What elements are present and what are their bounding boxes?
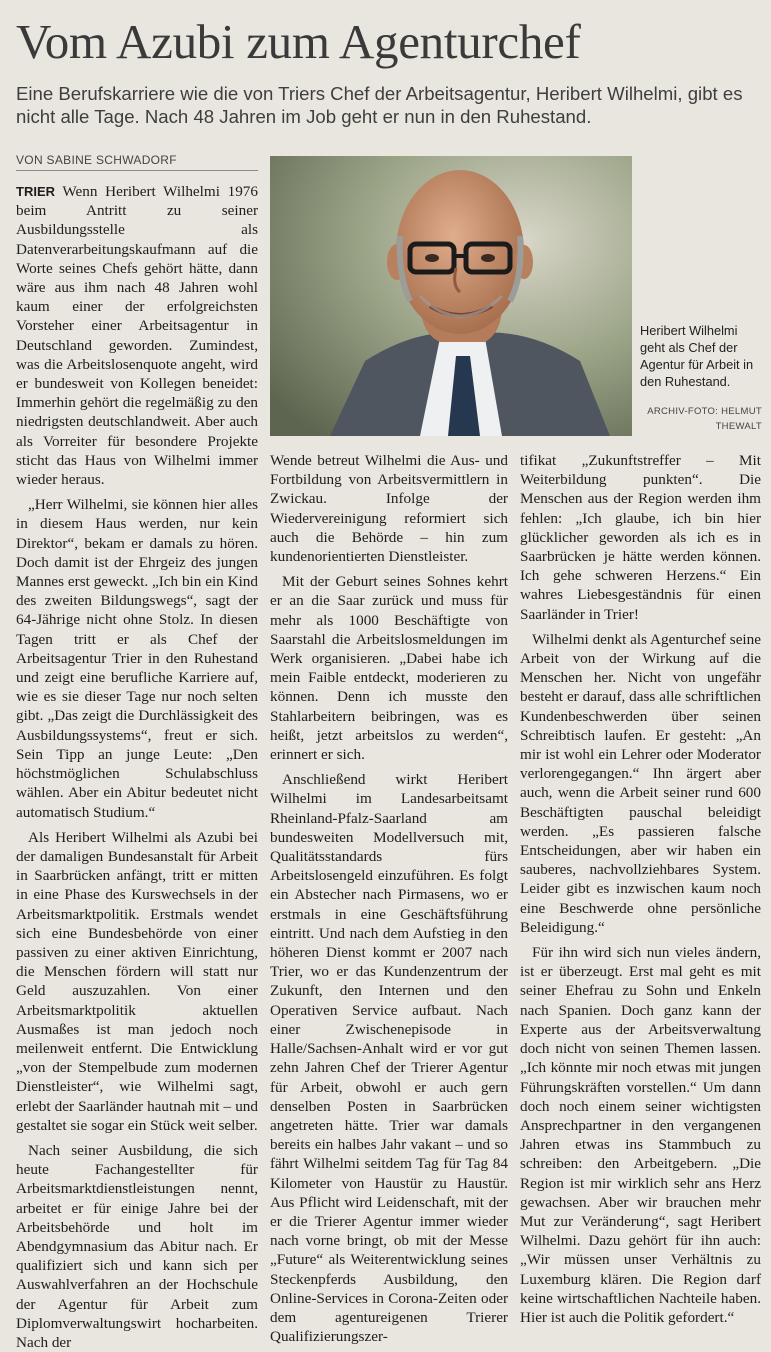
article-paragraph: Anschließend wirkt Heribert Wilhelmi im Landesarbeitsamt Rheinland-Pfalz-Saarland am bundesweiten Modellversuch mit, Qualitätsstandards fürs Arbeitslosengeld einzuführen. Es folgt ein Abstecher nach Pirmasens, wo er erstmals in eine Geschäftsführung eintritt. Und nach dem Aufstieg in den höheren Dienst kommt er 2007 nach Trier, wo er das Kundenzentrum der Zukunft, den Internen und den Operativen Service aufbaut. Nach einer Zwischenepisode in Halle/Sachsen-Anhalt wird er vor gut zehn Jahren Chef der Trierer Agentur für Arbeit, obwohl er auch gern denselben Posten in Saarbrücken angetreten hätte. Trier war damals bereits ein halbes Jahr vakant – und so fährt Wilhelmi seitdem Tag für Tag 84 Kilometer von Haustür zu Haustür. Aus Pflicht wird Leidenschaft, mit der er die Trierer Agentur immer wieder nach vorne bringt, ob mit der Messe „Future“ als Weiterentwicklung seines Steckenpferds Ausbildung, den Online-Services in Corona-Zeiten oder dem agentureigenen Trierer Qualifizierungszer- [270,771,508,1346]
article-column-2 [270,451,508,1346]
portrait-photo [270,156,632,436]
photo-caption: Heribert Wilhelmi geht als Chef der Agentur für Arbeit in den Ruhestand. [640,323,754,389]
subheadline: Eine Berufskarriere wie die von Triers Chef der Arbeitsagentur, Heribert Wilhelmi, gibt es nicht alle Tage. Nach 48 Jahren im Job geht er nun in den Ruhestand. [16,83,743,127]
byline-divider [16,170,258,171]
photo-credit: ARCHIV-FOTO: HELMUT THEWALT [647,406,762,432]
portrait-illustration [270,156,632,436]
dateline: TRIER [16,184,55,199]
article-paragraph: tifikat „Zukunftstreffer – Mit Weiterbildung punkten“. Die Menschen aus der Region werden ihm fehlen: „Ich glaube, ich bin hier glücklicher geworden als ich es in Saarbrücken je hätte werden können. Ich gehe schweren Herzens.“ Ein wahres Liebesgeständnis für einen Saarländer in Trier! [520,452,761,623]
article-paragraph: Mit der Geburt seines Sohnes kehrt er an die Saar zurück und muss für mehr als 1000 Beschäftigte von Saarstahl die Arbeitslosmeldungen im Werk organisieren. „Dabei habe ich mein Faible entdeckt, moderieren zu können. Denn ich musste den Stahlarbeitern beibringen, was es heißt, jetzt arbeitslos zu werden“, erinnert er sich. [270,573,508,764]
byline: VON SABINE SCHWADORF [16,153,177,167]
article-paragraph: Als Heribert Wilhelmi als Azubi bei der damaligen Bundesanstalt für Arbeit in Saarbrücken anfängt, tritt er mitten in eine Phase des Kurswechsels in der Arbeitsmarktpolitik. Erstmals wendet sich eine Bundesbehörde von einer passiven zu einer aktiven Einrichtung, die Menschen fördern will statt nur Geld auszuzahlen. Von einer Arbeitsmarktpolitik aktuellen Ausmaßes ist man jedoch noch meilenweit entfernt. Die Entwicklung „von der Stempelbude zum modernen Dienstleister“, wie Wilhelmi sagt, erlebt der Saarländer hautnah mit – und gestaltet sie sogar ein Stück weit selber. [16,828,258,1134]
article-paragraph: Wende betreut Wilhelmi die Aus- und Fortbildung von Arbeitsvermittlern in Zwickau. Infolge der Wiedervereinigung reformiert sich auch die Behörde – hin zum kundenorientierten Dienstleister. [270,452,508,566]
article-column-3 [520,451,761,1326]
article-paragraph: „Herr Wilhelmi, sie können hier alles in diesem Haus werden, nur kein Direktor“, bekam er damals zu hören. Doch damit ist der Ehrgeiz des jungen Mannes erst geweckt. „Ich bin ein Kind des zweiten Bildungswegs“, sagt der 64-Jährige nicht ohne Stolz. In diesen Tagen tritt er als Chef der Arbeitsagentur Trier in den Ruhestand und zeigt eine berufliche Karriere auf, wie es sie dieser Tage nur noch selten gibt. „Das zeigt die Durchlässigkeit des Ausbildungssystems“, freut er sich. Sein Tipp an junge Leute: „Den höchstmöglichen Schulabschluss wählen. Aber ein Abitur bedeutet nicht automatisch Studium.“ [16,496,258,821]
paragraph-text: Wenn Heribert Wilhelmi 1976 beim Antritt zu seiner Ausbildungsstelle als Datenverarbeitungskaufmann auf die Worte seines Chefs gehört hätte, dann wäre aus ihm nach 48 Jahren wohl kaum einer der erfolgreichsten Vorsteher einer Arbeitsagentur in Deutschland geworden. Zumindest, was die Arbeitslosenquote angeht, wird er bundesweit von Kollegen beneidet: Immerhin gehört die regelmäßig zu den niedrigsten deutschlandweit. Aber auch als Vorreiter für besondere Projekte sticht das Haus von Wilhelmi immer wieder heraus. [16,183,258,489]
headline: Vom Azubi zum Agenturchef [16,14,581,69]
article-paragraph [16,182,258,489]
article-paragraph: Für ihn wird sich nun vieles ändern, ist er überzeugt. Erst mal geht es mit seiner Ehefrau zu Sohn und Enkeln nach Spanien. Doch ganz kann der Experte aus der Arbeitsverwaltung doch nicht von seinen Themen lassen. „Ich könnte mir noch etwas mit jungen Führungskräften vorstellen.“ Um dann doch noch einem seiner wichtigsten Ansprechpartner in den vergangenen Jahren etwas ins Stammbuch zu schreiben: den Arbeitgebern. „Die Region ist mir wirklich sehr ans Herz gewachsen. Aber wir brauchen mehr Mut zur Veränderung“, sagt Heribert Wilhelmi. Dazu gehört für ihn auch: „Wir müssen unser Verhältnis zu Luxemburg klären. Die Region darf keine wirtschaftlichen Nachteile haben. Hier ist auch die Politik gefordert.“ [520,944,761,1326]
article-column-1 [16,182,258,1351]
article-paragraph: Wilhelmi denkt als Agenturchef seine Arbeit von der Wirkung auf die Menschen her. Nicht von ungefähr besteht er darauf, dass alle schriftlichen Kundenbeschwerden über seinen Schreibtisch laufen. Er gesteht: „An mir ist wohl ein Lehrer oder Moderator verlorengegangen.“ Ihn ärgert aber auch, wenn die Arbeit seiner rund 600 Beschäftigten pauschal beleidigt werden. „Es passieren falsche Entscheidungen, aber wir haben ein sauberes, nachvollziehbares System. Leider gibt es inzwischen kaum noch eine Beschwerde ohne persönliche Beleidigung.“ [520,630,761,936]
article-paragraph: Nach seiner Ausbildung, die sich heute Fachangestellter für Arbeitsmarktdienstleistungen nennt, arbeitet er für einige Jahre bei der Arbeitsbehörde und holt im Abendgymnasium das Abitur nach. Er qualifiziert sich und kann sich per Auswahlverfahren an der Hochschule der Agentur für Arbeit zum Diplomverwaltungswirt hocharbeiten. Nach der [16,1141,258,1351]
